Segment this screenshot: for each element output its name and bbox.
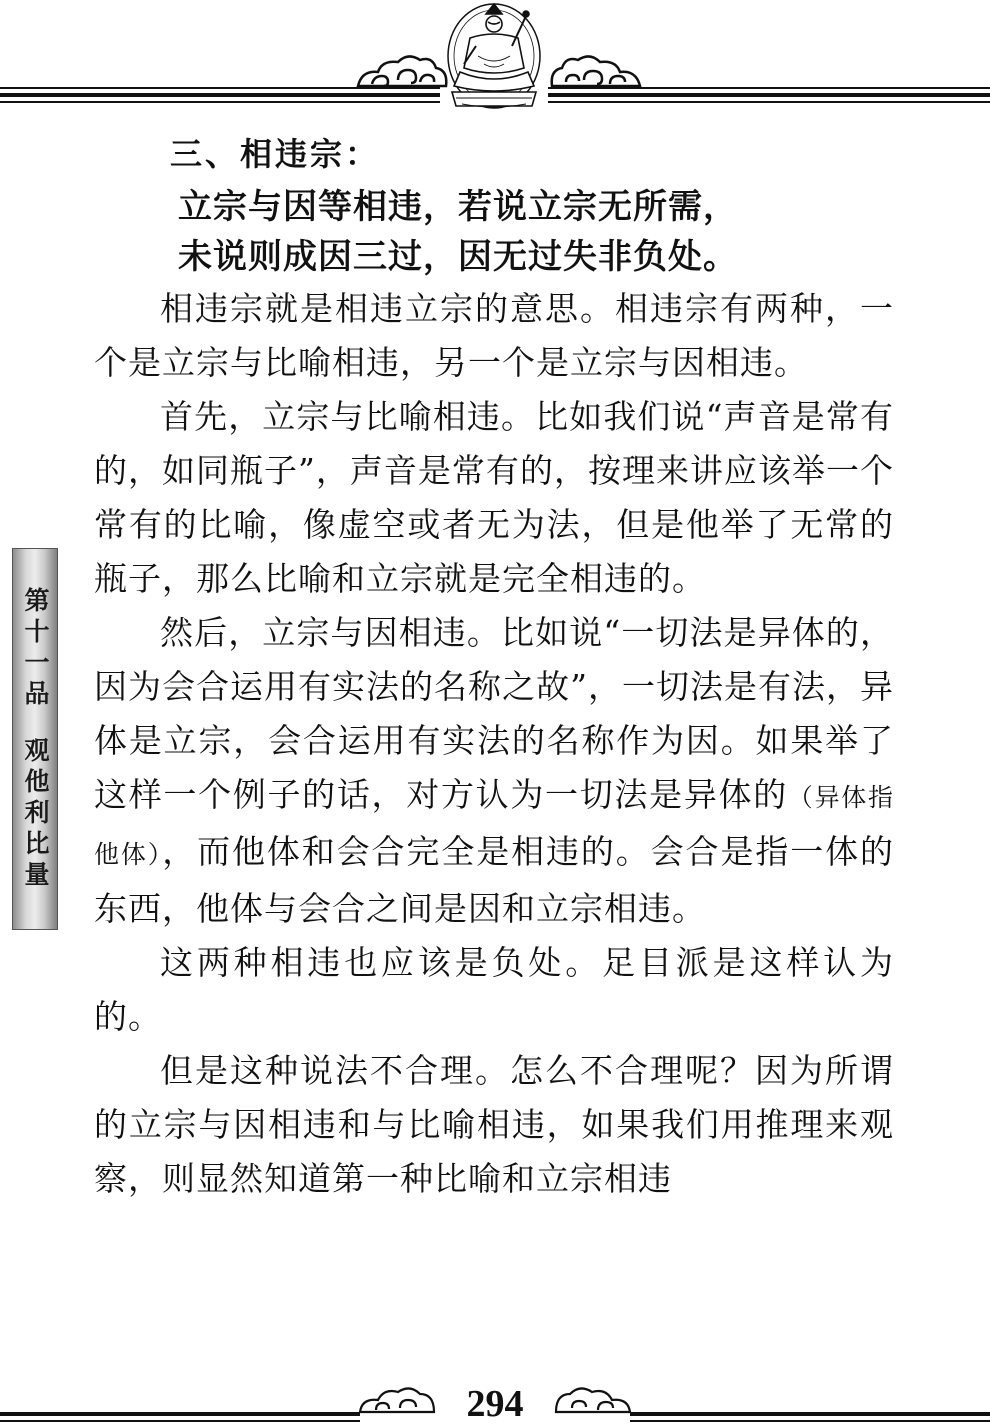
section-title: 三、相违宗： [170, 135, 381, 173]
paragraph-5: 但是这种说法不合理。怎么不合理呢？因为所谓的立宗与因相违和与比喻相违，如果我们用推理来观察，则显然知道第一种比喻和立宗相违 [94, 1051, 894, 1198]
paragraph-4: 这两种相违也应该是负处。足目派是这样认为的。 [94, 943, 894, 1036]
paragraph-2: 首先，立宗与比喻相违。比如我们说“声音是常有的，如同瓶子”，声音是常有的，按理来讲应该举一个常有的比喻，像虚空或者无为法，但是他举了无常的瓶子，那么比喻和立宗就是完全相违的。 [94, 397, 894, 598]
verse-line-2: 未说则成因三过，因无过失非负处。 [178, 237, 738, 277]
paragraph-3-text-after: ，而他体和会合完全是相违的。会合是指一体的东西，他体与会合之间是因和立宗相违。 [94, 832, 894, 928]
paragraph-1: 相违宗就是相违立宗的意思。相违宗有两种，一个是立宗与比喻相违，另一个是立宗与因相违。 [94, 289, 894, 382]
cloud-ornament-left [358, 56, 446, 86]
cloud-ornament-right [552, 56, 640, 86]
chapter-side-tab [12, 548, 58, 930]
header-ornament [0, 0, 990, 120]
header-rule-right [548, 88, 990, 102]
deity-figure-icon [448, 4, 540, 108]
footer-cloud-right-icon [556, 1388, 630, 1412]
footer-rule-right [630, 1414, 990, 1421]
paragraph-3-text-before: 然后，立宗与因相违。比如说“一切法是异体的，因为会合运用有实法的名称之故”，一切法是有法，异体是立宗，会合运用有实法的名称作为因。如果举了这样一个例子的话，对方认为一切法是异体的 [94, 613, 894, 814]
page-number: 294 [466, 1383, 524, 1425]
header-rule-left [0, 88, 440, 102]
footer-rule-left [0, 1414, 360, 1421]
verse-line-1: 立宗与因等相违，若说立宗无所需， [178, 187, 738, 227]
page-body [94, 126, 894, 1206]
paragraph-3 [94, 606, 894, 936]
paragraph-3-note: （异体指他体） [94, 783, 894, 869]
side-tab-title: 观他利比量 [21, 736, 50, 892]
footer-cloud-left-icon [360, 1388, 434, 1412]
side-tab-chapter: 第十一品 [21, 586, 50, 711]
